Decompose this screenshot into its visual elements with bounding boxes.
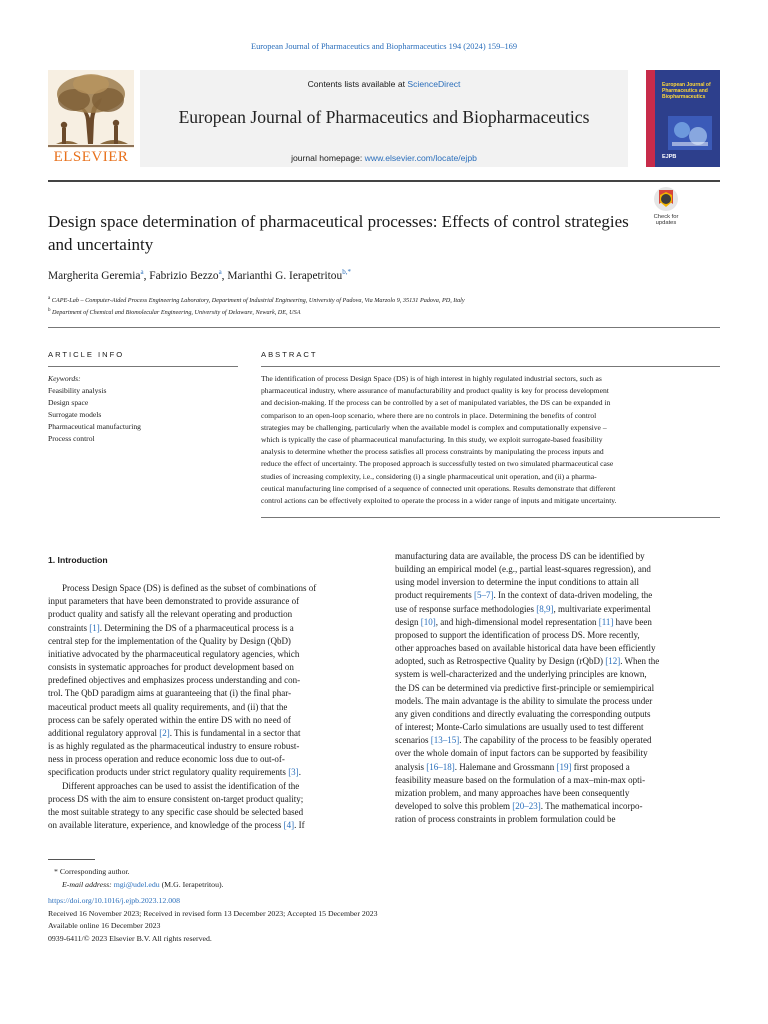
author-list: Margherita Geremia$^a$, Fabrizio Bezzo$^a$, Marianthi G. Ierapetritou$^{b,*}$ [48,268,351,282]
author-affiliation-mark[interactable]: a [140,268,144,276]
body-line: scenarios [13–15]. The capability of the process to be feasibly operated [395,735,652,746]
author-name: Marianthi G. Ierapetritou [227,269,343,282]
abstract-line: which is typically the case of pharmaceutical manufacturing. In this study, we exploit surrogate-based feasibility [261,435,603,445]
abstract-line: and decision-making. If the process can be controlled by a set of manipulated variables, the DS can be expanded in [261,398,611,408]
crossmark-icon [645,186,687,214]
citation-link[interactable]: [20–23] [512,800,541,811]
body-line: process DS with the aim to ensure consistent on-target product quality; [48,793,304,804]
cover-title: European Journal of Pharmaceutics and Biopharmaceutics [662,82,711,100]
body-line: ness in process operation and reduce economic loss due to out-of- [48,754,285,765]
journal-title: European Journal of Pharmaceutics and Biopharmaceutics [178,107,590,127]
body-line: constraints [1]. Determining the DS of a pharmaceutical process is a [48,622,294,633]
footnote-rule [48,859,95,860]
keywords-label: Keywords: [48,374,81,383]
affiliation-b [48,308,300,316]
body-line: developed to solve this problem [20–23]. The mathematical incorpo- [395,800,643,811]
body-line: maceutical product meets all quality requirements, and (ii) that the [48,701,288,712]
body-line: any given conditions and directly evaluating the corresponding outputs [395,708,651,719]
citation-link[interactable]: [19] [556,761,572,772]
affiliation-mark: b [48,308,51,313]
author-2[interactable] [149,270,221,282]
contents-prefix: Contents lists available at [307,79,408,89]
check-for-updates-badge[interactable] [645,186,687,234]
abstract-line: The identification of process Design Space (DS) is of high interest in highly regulated industrial sectors, such as [261,374,602,383]
citation-link[interactable]: [8,9] [536,603,554,614]
cover-logo: EJPB [662,154,677,160]
citation-link[interactable]: [11] [598,616,614,627]
abstract-line: ceutical manufacturing line comprised of a sequence of connected unit operations. Results demonstrate that different [261,483,616,493]
keyword: Feasibility analysis [48,385,107,395]
body-line: predefined objectives and emphasizes process understanding and con- [48,675,301,686]
abstract-line: strategies may be challenging, particularly when the available model is complex and computationally expensive – [261,422,607,432]
keyword: Surrogate models [48,409,102,419]
affiliation-mark: a [48,296,51,301]
body-line: additional regulatory approval [2]. This is fundamental in a sector that [48,727,301,738]
keyword: Pharmaceutical manufacturing [48,421,141,431]
body-line: the most suitable strategy to any specific case should be selected based [48,806,304,817]
body-line: of interest; Monte-Carlo simulations are usually used to test different [395,722,644,733]
body-line: adopted, such as Retrospective Quality by Design (rQbD) [12]. When the [395,656,660,667]
email-link[interactable]: mgi@udel.edu [113,879,160,889]
crossmark-label [645,214,687,226]
publisher-name: ELSEVIER [53,149,129,165]
contents-line [140,79,628,89]
affiliation-text: Department of Chemical and Biomolecular Engineering, University of Delaware, Newark, DE, USA [52,309,301,317]
abstract-line: pharmaceutical industry, where assurance of manufacturability and product quality is key for process development [261,386,609,396]
body-line: trol. The QbD paradigm aims at guaranteeing that (i) the final phar- [48,688,292,699]
article-history: Received 16 November 2023; Received in revised form 13 December 2023; Accepted 15 December 2023 [48,908,378,918]
keyword: Design space [48,397,89,407]
body-line: consists in systematic approaches for product development based on [48,662,294,673]
author-name: Margherita Geremia [48,269,141,282]
cover-art-icon [668,116,712,150]
body-line: use of response surface methodologies [8,9], multivariate experimental [395,603,651,614]
section-title: 1. Introduction [48,555,108,565]
body-line: the DS can be determined via predictive first-principle or semiempirical [395,682,655,693]
abstract-line: analysis to determine whether the process satisfies all process constraints by manipulating the process inputs and [261,447,604,457]
body-line: models. The main advantage is the ability to simulate the process under [395,695,653,706]
body-line: Process Design Space (DS) is defined as the subset of combinations of [62,583,317,594]
body-line: over the whole domain of input factors can be supported by feasibility [395,748,648,759]
affiliation-text: CAPE-Lab – Computer-Aided Process Engineering Laboratory, Department of Industrial Engineering, University of Padova, Via Marzolo 9, 35131 Padova, PD, Italy [51,297,465,305]
journal-cover[interactable] [646,70,720,167]
body-column-left [48,554,373,832]
author-3[interactable] [227,270,351,282]
keywords-block [48,373,238,444]
body-line: on available literature, experience, and knowledge of the process [4]. If [48,819,305,830]
body-line: initiative advocated by the pharmaceutical regulatory agencies, which [48,648,300,659]
author-1[interactable] [48,270,144,282]
citation-link[interactable]: [16–18] [426,761,455,772]
masthead-rule [48,180,720,182]
journal-homepage-link[interactable]: www.elsevier.com/locate/ejpb [364,153,477,163]
abstract-text [261,373,720,507]
body-line: input parameters that have been demonstrated to provide assurance of [48,596,300,607]
masthead-box [140,70,628,167]
body-line: design [10], and high-dimensional model representation [11] have been [395,616,652,627]
article-info-heading: ARTICLE INFO [48,350,125,359]
citation-link[interactable]: [3] [288,767,299,778]
doi-link[interactable]: https://doi.org/10.1016/j.ejpb.2023.12.008 [48,896,180,906]
body-line: Different approaches can be used to assist the identification of the [62,780,300,791]
body-line: manufacturing data are available, the process DS can be identified by [395,551,645,561]
copyright: 0939-6411/© 2023 Elsevier B.V. All rights reserved. [48,933,212,943]
online-date: Available online 16 December 2023 [48,921,161,931]
article-title: Design space determination of pharmaceutical processes: Effects of control strategies and uncertainty [48,212,629,254]
author-name: Fabrizio Bezzo [149,269,219,282]
homepage-line [140,153,628,163]
abstract-heading: ABSTRACT [261,350,318,359]
homepage-prefix: journal homepage: [291,153,365,163]
body-line: process can be safely operated within the entire DS with no need of [48,714,291,725]
citation-link[interactable]: [2] [159,727,170,738]
citation-link[interactable]: [4] [283,819,295,830]
cover-band [646,70,655,167]
publisher-logo[interactable] [48,70,134,167]
abstract-rule-top [261,366,720,367]
citation-link[interactable]: [10] [420,616,436,627]
body-line: is as highly regulated as the pharmaceutical industry to ensure robust- [48,741,300,752]
affiliation-a [48,296,465,304]
crossmark-label-line1: Check for [653,214,679,220]
body-line: specification products under strict regulatory quality requirements [3]. [48,767,301,778]
body-line: other approaches based on available historical data have been efficiently [395,643,656,654]
abstract-line: comparison to an open-loop scenario, where there are no controls in place. Determining the benefits of control [261,410,597,420]
citation-link[interactable]: [13–15] [430,735,460,746]
citation-link[interactable]: [1] [89,622,100,633]
abstract-line: studies of increasing complexity, i.e., considering (i) a single pharmaceutical unit operation, and (ii) a pharma- [261,471,597,481]
sciencedirect-link[interactable]: ScienceDirect [407,79,461,89]
body-line: system is well-characterized and the underlying principles are known, [395,669,647,680]
citation-link[interactable]: [12] [605,656,621,667]
body-line: mization problem, and many approaches have been consequently [395,787,630,798]
email-owner: (M.G. Ierapetritou). [159,879,224,889]
header-rule [48,327,720,328]
abstract-line: control actions can be effectively exploited to operate the process in a wider range of inputs and mitigate uncertainty. [261,496,617,506]
footnotes [48,866,720,946]
email-label: E-mail address: [62,879,114,889]
body-line: analysis [16–18]. Halemane and Grossmann [19] first proposed a [395,761,630,772]
abstract-line: reduce the effect of uncertainty. The proposed approach is successfully tested on two simulated pharmaceutical case [261,459,614,469]
author-affiliation-mark[interactable]: a [218,268,222,276]
running-head[interactable]: European Journal of Pharmaceutics and Biopharmaceutics 194 (2024) 159–169 [250,42,518,51]
body-line: product quality and satisfy all the relevant operating and production [48,609,293,620]
email-note [48,879,720,892]
body-line: product requirements [5–7]. In the context of data-driven modeling, the [395,590,653,601]
body-line: using model inversion to determine the input conditions to attain all [395,577,639,588]
body-line: central step for the implementation of the Quality by Design (QbD) [48,635,291,646]
abstract-rule-bottom [261,517,720,518]
masthead [48,70,628,167]
crossmark-label-line2: updates [655,220,677,227]
body-line: ration of process constraints in problem formulation could be [395,814,616,825]
body-column-right [395,550,720,826]
body-line: feasibility measure based on the formulation of a max–min-max opti- [395,774,646,785]
citation-link[interactable]: [5–7] [473,590,494,601]
keyword: Process control [48,433,95,443]
article-info-rule [48,366,238,367]
author-affiliation-mark[interactable]: b,* [342,268,351,276]
corresponding-author-note: * Corresponding author. [54,867,130,876]
body-line: proposed to support the identification of process DS. More recently, [395,629,640,640]
body-line: building an empirical model (e.g., partial least-squares regression), and [395,564,651,575]
